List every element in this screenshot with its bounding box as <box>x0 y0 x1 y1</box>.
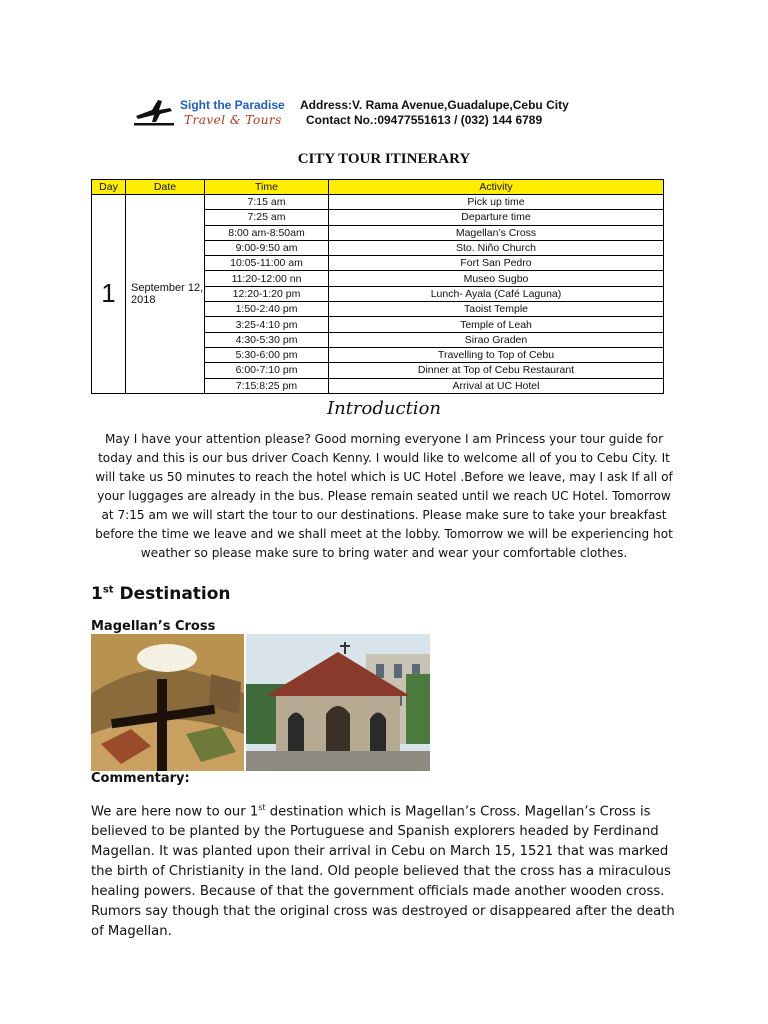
airplane-logo-icon <box>134 98 174 126</box>
time-cell: 7:15:8:25 pm <box>205 378 329 393</box>
time-cell: 3:25-4:10 pm <box>205 317 329 332</box>
activity-cell: Temple of Leah <box>329 317 664 332</box>
activity-cell: Lunch- Ayala (Café Laguna) <box>329 286 664 301</box>
time-cell: 12:20-1:20 pm <box>205 286 329 301</box>
time-cell: 10:05-11:00 am <box>205 256 329 271</box>
header-date: Date <box>126 180 205 195</box>
introduction-heading: Introduction <box>327 398 441 419</box>
logo-tagline: Travel & Tours <box>184 113 282 127</box>
activity-cell: Magellan’s Cross <box>329 225 664 240</box>
activity-cell: Sirao Graden <box>329 332 664 347</box>
table-row <box>92 195 664 210</box>
logo-company-name: Sight the Paradise <box>180 98 285 112</box>
commentary-text <box>91 798 681 942</box>
activity-cell: Pick up time <box>329 195 664 210</box>
header-time: Time <box>205 180 329 195</box>
time-cell: 4:30-5:30 pm <box>205 332 329 347</box>
destination-number: 1 <box>91 584 103 604</box>
commentary-ordinal: st <box>258 803 266 812</box>
activity-cell: Taoist Temple <box>329 302 664 317</box>
destination-heading <box>91 584 231 604</box>
day-number: 1 <box>92 195 126 394</box>
cross-interior-photo <box>91 634 244 771</box>
introduction-text: May I have your attention please? Good morning everyone I am Princess your tour guide for today and this is our bus driver Coach Kenny. I would like to welcome all of you to Cebu City. It will take us 50 minutes to reach the hotel which is UC Hotel .Before we leave, may I ask If all of your luggages are already in the bus. Please remain seated until we reach UC Hotel. Tomorrow at 7:15 am we will start the tour to our destinations. Please make sure to take your breakfast before the time we leave and we shall meet at the lobby. Tomorrow we will be experiencing hot weather so please make sure to bring water and wear your comfortable clothes. <box>95 432 673 560</box>
tour-date: September 12, 2018 <box>126 195 205 394</box>
activity-cell: Fort San Pedro <box>329 256 664 271</box>
activity-cell: Arrival at UC Hotel <box>329 378 664 393</box>
time-cell: 1:50-2:40 pm <box>205 302 329 317</box>
activity-cell: Sto. Niño Church <box>329 240 664 255</box>
destination-ordinal: st <box>102 584 114 596</box>
time-cell: 7:25 am <box>205 210 329 225</box>
header-day: Day <box>92 180 126 195</box>
commentary-body: destination which is Magellan’s Cross. Magellan’s Cross is believed to be planted by the Portuguese and Spanish explorers headed by Ferdinand Magellan. It was planted upon their arrival in Cebu on March 15, 1521 that was marked the birth of Christianity in the land. Old people believed that the cross has a miraculous healing powers. Because of that the government officials made another wooden cross. Rumors say though that the original cross was destroyed or disappeared after the death of Magellan. <box>91 804 675 940</box>
activity-cell: Departure time <box>329 210 664 225</box>
company-contact: Contact No.:09477551613 / (032) 144 6789 <box>306 113 543 127</box>
header-activity: Activity <box>329 180 664 195</box>
site-name: Magellan’s Cross <box>91 619 216 634</box>
activity-cell: Museo Sugbo <box>329 271 664 286</box>
time-cell: 8:00 am-8:50am <box>205 225 329 240</box>
itinerary-table <box>91 179 664 394</box>
destination-label: Destination <box>113 584 231 604</box>
activity-cell: Dinner at Top of Cebu Restaurant <box>329 363 664 378</box>
time-cell: 5:30-6:00 pm <box>205 347 329 362</box>
table-header-row <box>92 180 664 195</box>
time-cell: 6:00-7:10 pm <box>205 363 329 378</box>
commentary-heading: Commentary: <box>91 771 190 786</box>
time-cell: 7:15 am <box>205 195 329 210</box>
time-cell: 9:00-9:50 am <box>205 240 329 255</box>
cross-kiosk-photo <box>246 634 430 771</box>
activity-cell: Travelling to Top of Cebu <box>329 347 664 362</box>
document-title: CITY TOUR ITINERARY <box>297 151 471 167</box>
letterhead <box>134 96 654 132</box>
commentary-lead: We are here now to our 1 <box>91 804 259 820</box>
company-address: Address:V. Rama Avenue,Guadalupe,Cebu City <box>300 98 569 112</box>
time-cell: 11:20-12:00 nn <box>205 271 329 286</box>
